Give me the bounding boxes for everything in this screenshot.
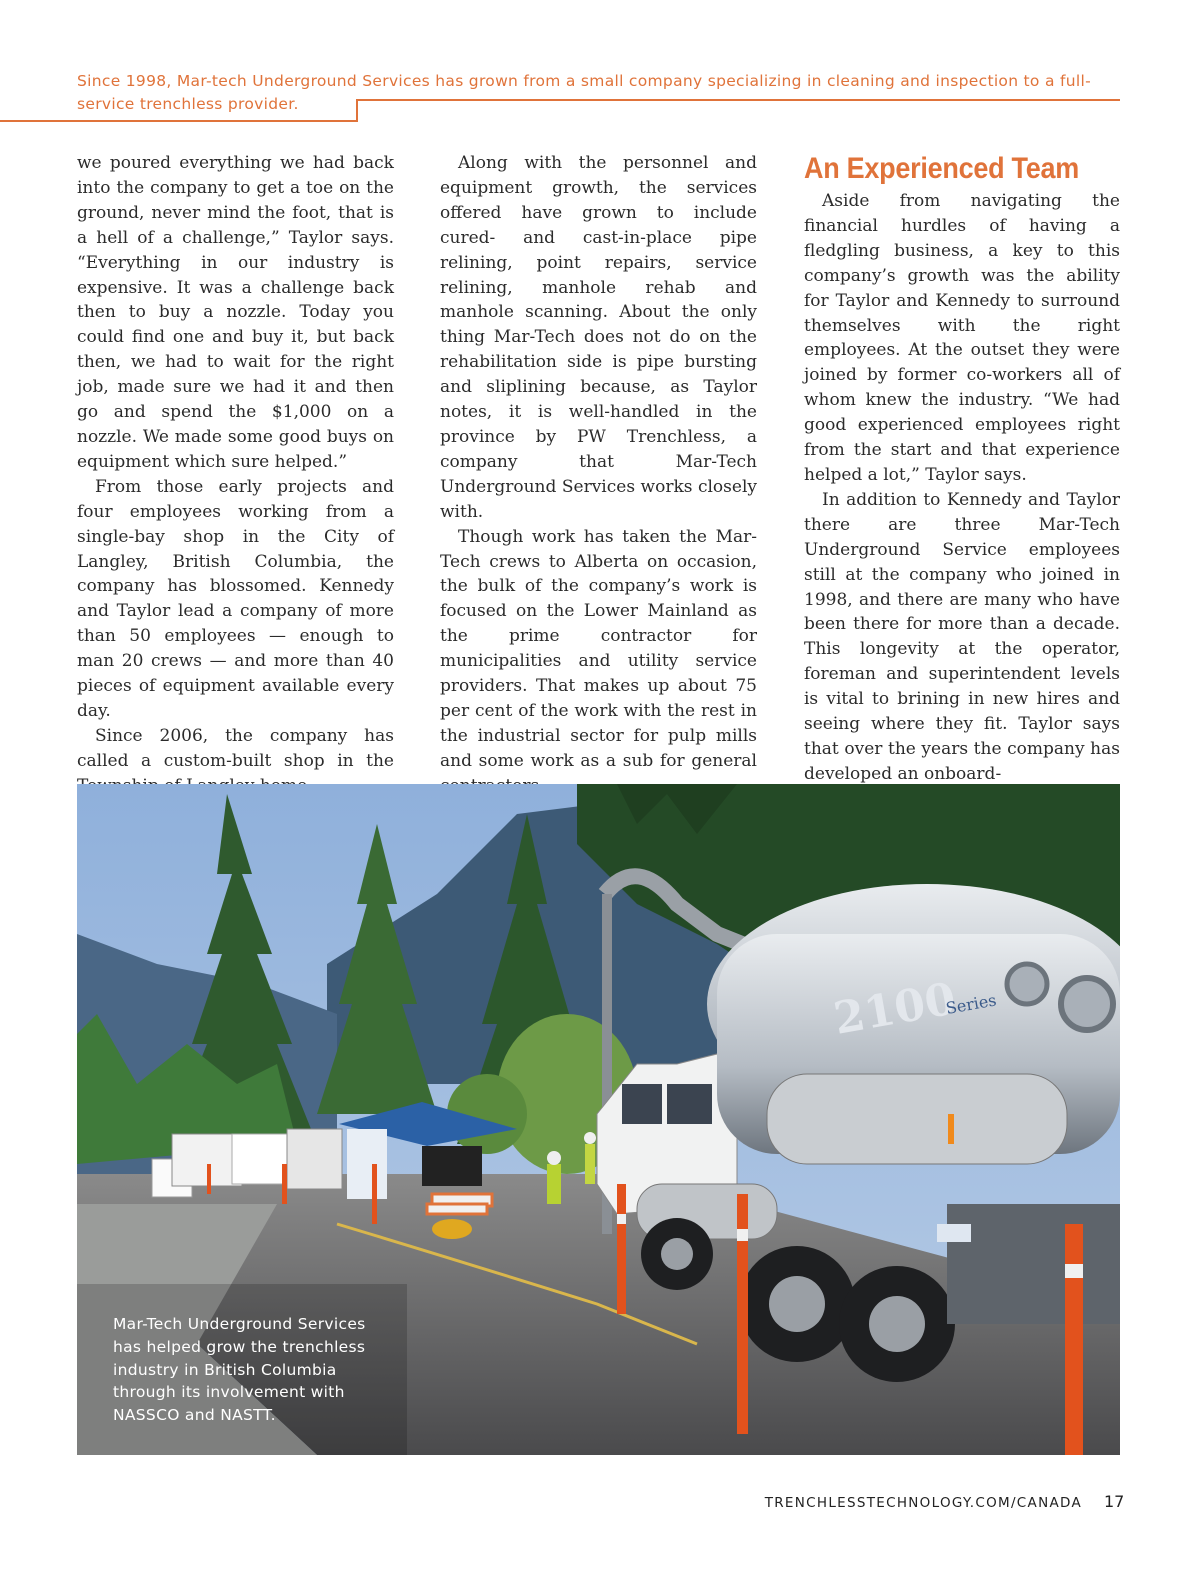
section-heading: An Experienced Team: [804, 152, 1079, 185]
truck-badge: 2100: [830, 973, 960, 1045]
article-column-1: [77, 151, 394, 799]
paragraph: Aside from navigating the financial hurdles of having a fledgling business, a key to this company’s growth was the ability for Taylor and Kennedy to surround themselves with the right employees. At the outset they were joined by former co-workers all of whom knew the industry. “We had good experienced employees right from the start and that experience helped a lot,” Taylor says.: [804, 191, 1120, 485]
paragraph: From those early projects and four employees working from a single-bay shop in the City of Langley, British Columbia, the company has blossomed. Kennedy and Taylor lead a company of more than 50 employees — enough to man 20 crews — and more than 40 pieces of equipment available every day.: [77, 476, 394, 721]
paragraph: we poured everything we had back into the company to get a toe on the ground, never mind the foot, that is a hell of a challenge,” Taylor says. “Everything in our industry is expensive. It was a challenge back then to buy a nozzle. Today you could find one and buy it, but back then, we had to wait for the right job, made sure we had it and then go and spend the $1,000 on a nozzle. We made some good buys on equipment which sure helped.”: [77, 153, 394, 472]
truck-series-label: Series: [944, 990, 998, 1018]
photo-caption: Mar-Tech Underground Services has helped grow the trenchless industry in British Columbia through its involvement with NASSCO and NASTT.: [113, 1315, 366, 1425]
footer-site-url: TRENCHLESSTECHNOLOGY.COM/CANADA: [764, 1495, 1082, 1511]
pull-quote: Since 1998, Mar-tech Underground Services has grown from a small company specializing in cleaning and inspection to a full-service trenchless provider.: [77, 72, 1091, 113]
paragraph: In addition to Kennedy and Taylor there are three Mar-Tech Underground Service employees still at the company who joined in 1998, and there are many who have been there for more than a decade. This longevity at the operator, foreman and superintendent levels is vital to brining in new hires and seeing where they fit. Taylor says that over the years the company has developed an onboard-: [804, 489, 1120, 784]
paragraph: Since 2006, the company has called a custom-built shop in the: [77, 725, 394, 771]
paragraph: Though work has taken the Mar-Tech crews to Alberta on occasion, the bulk of the company’s work is focused on the Lower Mainland as the prime contractor for municipalities and utility service providers. That makes up about 75 per cent of the work with the rest in the industrial sector for pulp mills and some work as a sub for general: [440, 526, 757, 771]
worker: [547, 1164, 561, 1204]
article-column-3: [804, 151, 1120, 787]
pull-quote-rule-bottom: [0, 120, 358, 122]
article-column-2: [440, 151, 757, 799]
paragraph: Along with the personnel and equipment growth, the services offered have grown to include cured- and cast-in-place pipe relining, point repairs, service relining, manhole rehab and manhole scanning. About the only thing Mar-Tech does not do on the rehabilitation side is pipe bursting and sliplining because, as Taylor notes, it is well-handled in the province by PW Trenchless, a company that Mar-Tech Underground Services works closely with.: [440, 153, 757, 522]
pull-quote-rule-top: [357, 99, 1120, 101]
pull-quote-rule-step: [356, 99, 358, 121]
page-number: 17: [1104, 1492, 1125, 1511]
